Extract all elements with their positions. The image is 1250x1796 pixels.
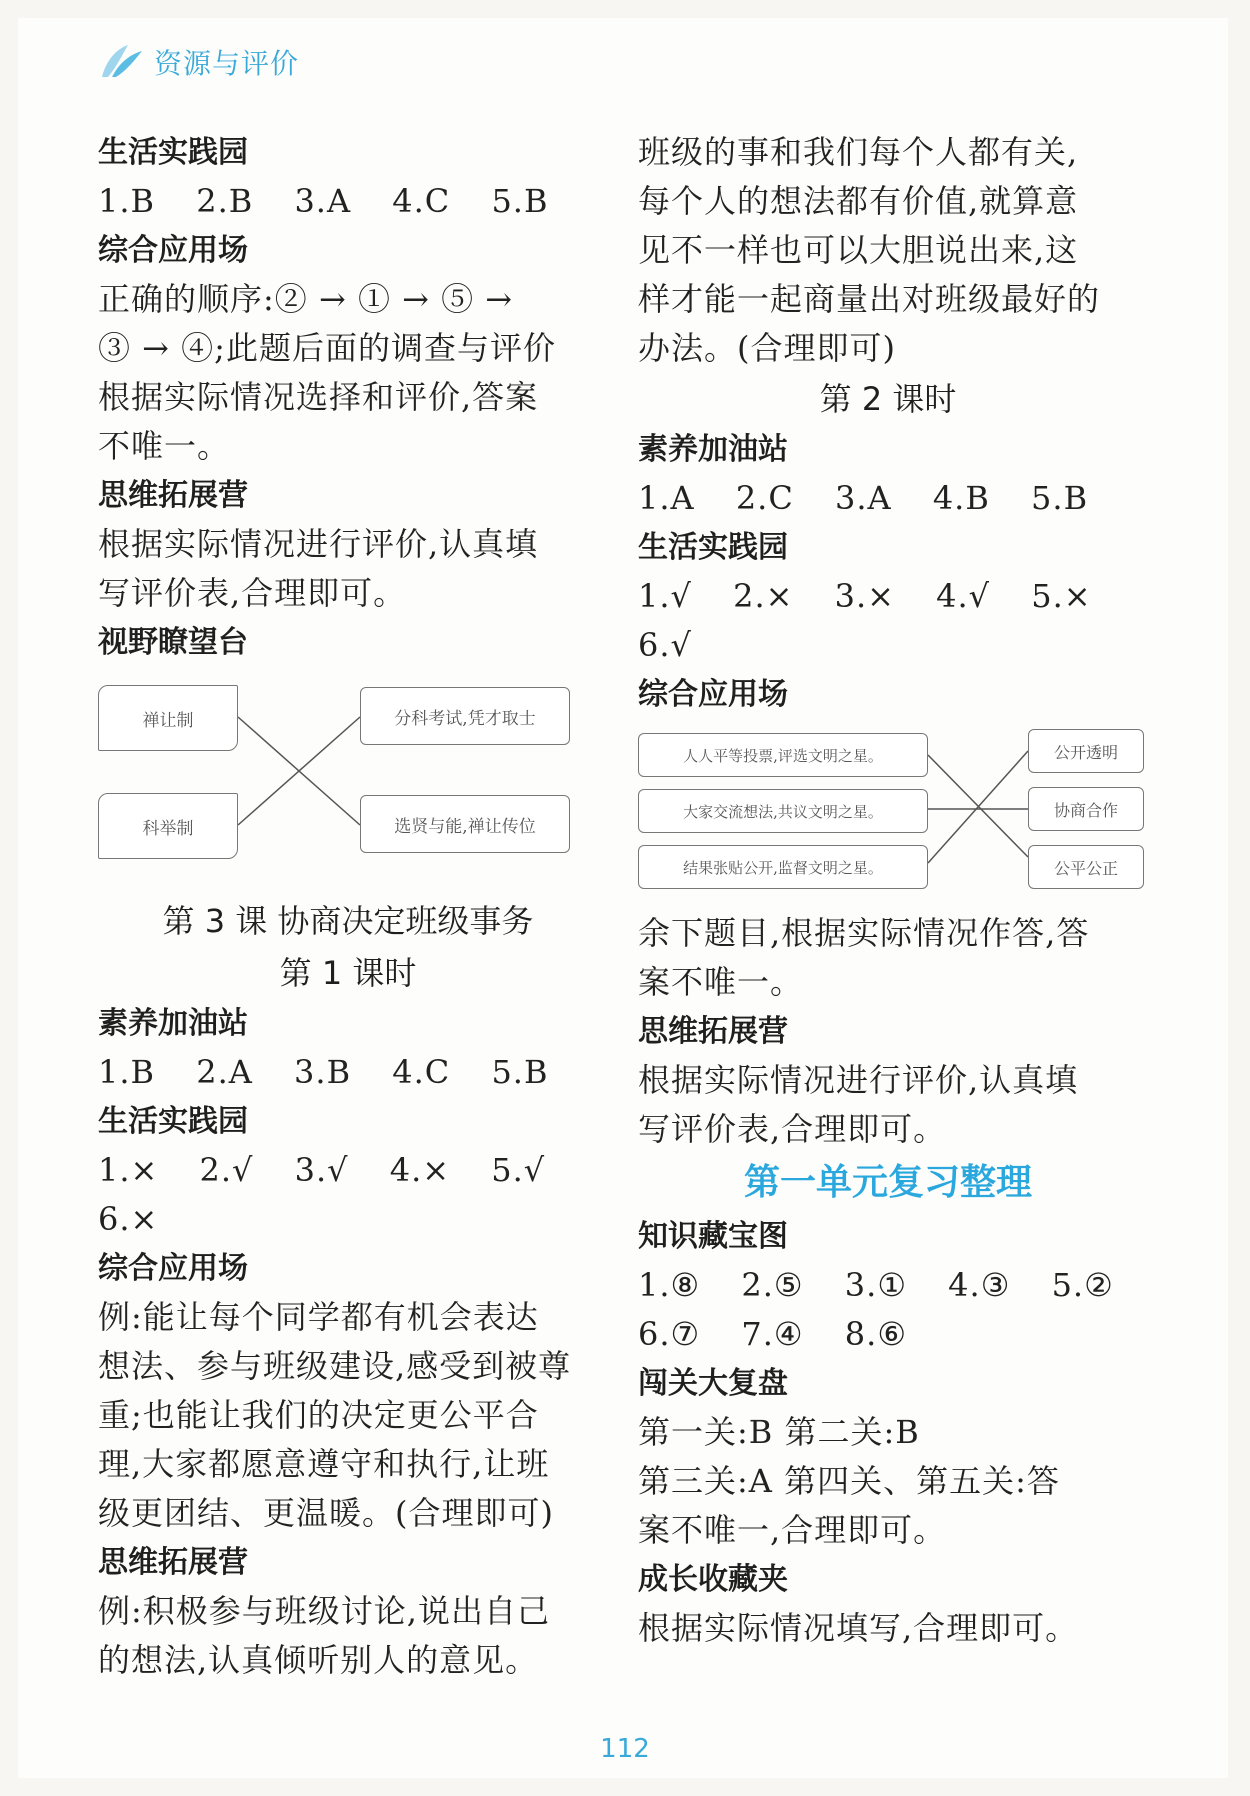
text-line: 班级的事和我们每个人都有关, bbox=[638, 133, 1079, 171]
page-header bbox=[98, 42, 299, 82]
answer: 6.⑦ bbox=[638, 1315, 701, 1353]
text-line: 第三关:A 第四关、第五关:答 bbox=[638, 1462, 1060, 1500]
lesson-title: 第 3 课 协商决定班级事务 bbox=[162, 902, 534, 940]
diagram-left-item: 人人平等投票,评选文明之星。 bbox=[638, 733, 928, 777]
text-line: 案不唯一,合理即可。 bbox=[638, 1511, 947, 1549]
section-heading: 生活实践园 bbox=[638, 530, 788, 565]
answer: 2.A bbox=[196, 1053, 253, 1091]
answer: 2.√ bbox=[199, 1151, 254, 1189]
text-line: 的想法,认真倾听别人的意见。 bbox=[98, 1641, 539, 1679]
answer: 1.B bbox=[98, 1053, 156, 1091]
section-heading: 闯关大复盘 bbox=[638, 1366, 788, 1401]
text-line: 根据实际情况填写,合理即可。 bbox=[638, 1609, 1079, 1647]
answer: 5.② bbox=[1051, 1266, 1114, 1304]
answer-row bbox=[638, 1261, 1138, 1310]
section-heading: 综合应用场 bbox=[98, 1251, 248, 1286]
section-heading: 成长收藏夹 bbox=[638, 1562, 788, 1597]
section-heading: 思维拓展营 bbox=[98, 1545, 248, 1580]
text-line: ③ → ④;此题后面的调查与评价 bbox=[98, 329, 556, 367]
section-heading: 思维拓展营 bbox=[638, 1014, 788, 1049]
text-line: 想法、参与班级建设,感受到被尊 bbox=[98, 1347, 572, 1385]
answer: 6.√ bbox=[638, 626, 692, 664]
section-heading: 视野瞭望台 bbox=[98, 625, 248, 660]
section-heading: 知识藏宝图 bbox=[638, 1219, 788, 1254]
answer: 2.B bbox=[196, 182, 254, 220]
section-heading: 生活实践园 bbox=[98, 1104, 248, 1139]
section-heading: 生活实践园 bbox=[98, 135, 248, 170]
text-line: 样才能一起商量出对班级最好的 bbox=[638, 280, 1101, 318]
answer: 3.B bbox=[294, 1053, 352, 1091]
section-heading: 素养加油站 bbox=[98, 1006, 248, 1041]
answer-row bbox=[98, 177, 598, 226]
period-title: 第 2 课时 bbox=[819, 380, 957, 418]
answer: 5.B bbox=[491, 182, 549, 220]
answer: 1.√ bbox=[638, 577, 692, 615]
answer: 2.⑤ bbox=[741, 1266, 804, 1304]
unit-title: 第一单元复习整理 bbox=[743, 1162, 1032, 1203]
answer: 5.B bbox=[491, 1053, 549, 1091]
diagram-right-item: 协商合作 bbox=[1028, 787, 1144, 831]
diagram-left-item: 科举制 bbox=[98, 793, 238, 859]
answer-row bbox=[98, 1146, 598, 1195]
text-line: 根据实际情况进行评价,认真填 bbox=[638, 1061, 1079, 1099]
answer-row bbox=[98, 1048, 598, 1097]
answer: 5.× bbox=[1031, 577, 1092, 615]
text-line: 例:能让每个同学都有机会表达 bbox=[98, 1298, 539, 1336]
answer-row bbox=[638, 474, 1138, 523]
answer: 1.B bbox=[98, 182, 156, 220]
text-line: 案不唯一。 bbox=[638, 963, 804, 1001]
answer: 4.C bbox=[392, 1053, 451, 1091]
answer: 3.① bbox=[844, 1266, 907, 1304]
leaf-logo-icon bbox=[98, 43, 146, 81]
answer: 6.× bbox=[98, 1200, 159, 1238]
answer: 8.⑥ bbox=[844, 1315, 907, 1353]
answer: 4.× bbox=[389, 1151, 451, 1189]
page-number: 112 bbox=[600, 1734, 650, 1764]
period-title: 第 1 课时 bbox=[279, 954, 417, 992]
answer-row bbox=[98, 1195, 598, 1244]
text-line: 理,大家都愿意遵守和执行,让班 bbox=[98, 1445, 550, 1483]
answer: 3.√ bbox=[294, 1151, 349, 1189]
answer-row bbox=[638, 621, 1138, 670]
text-line: 第一关:B 第二关:B bbox=[638, 1413, 920, 1451]
matching-diagram bbox=[638, 729, 1138, 899]
answer: 5.√ bbox=[491, 1151, 546, 1189]
text-line: 例:积极参与班级讨论,说出自己 bbox=[98, 1592, 550, 1630]
answer: 1.× bbox=[98, 1151, 159, 1189]
answer: 4.C bbox=[392, 182, 451, 220]
text-line: 写评价表,合理即可。 bbox=[98, 574, 407, 612]
text-line: 正确的顺序:② → ① → ⑤ → bbox=[98, 280, 514, 318]
answer-row bbox=[638, 572, 1138, 621]
diagram-left-item: 禅让制 bbox=[98, 685, 238, 751]
text-line: 办法。(合理即可) bbox=[638, 329, 896, 367]
section-heading: 综合应用场 bbox=[638, 677, 788, 712]
diagram-right-item: 分科考试,凭才取士 bbox=[360, 687, 570, 745]
answer: 7.④ bbox=[741, 1315, 804, 1353]
diagram-left-item: 大家交流想法,共议文明之星。 bbox=[638, 789, 928, 833]
answer: 2.C bbox=[735, 479, 794, 517]
answer: 1.⑧ bbox=[638, 1266, 701, 1304]
answer: 5.B bbox=[1031, 479, 1089, 517]
text-line: 余下题目,根据实际情况作答,答 bbox=[638, 914, 1090, 952]
answer: 3.× bbox=[834, 577, 895, 615]
left-column bbox=[98, 128, 598, 1685]
answer: 2.× bbox=[733, 577, 794, 615]
diagram-right-item: 公开透明 bbox=[1028, 729, 1144, 773]
section-heading: 综合应用场 bbox=[98, 233, 248, 268]
right-column bbox=[638, 128, 1138, 1653]
matching-diagram bbox=[98, 675, 598, 885]
text-line: 每个人的想法都有价值,就算意 bbox=[638, 182, 1079, 220]
answer: 1.A bbox=[638, 479, 695, 517]
text-line: 重;也能让我们的决定更公平合 bbox=[98, 1396, 539, 1434]
section-heading: 思维拓展营 bbox=[98, 478, 248, 513]
header-title: 资源与评价 bbox=[154, 47, 300, 80]
diagram-right-item: 公平公正 bbox=[1028, 845, 1144, 889]
text-line: 根据实际情况选择和评价,答案 bbox=[98, 378, 539, 416]
answer: 4.√ bbox=[936, 577, 991, 615]
answer: 4.B bbox=[932, 479, 990, 517]
text-line: 写评价表,合理即可。 bbox=[638, 1110, 947, 1148]
diagram-left-item: 结果张贴公开,监督文明之星。 bbox=[638, 845, 928, 889]
diagram-right-item: 选贤与能,禅让传位 bbox=[360, 795, 570, 853]
text-line: 不唯一。 bbox=[98, 427, 231, 465]
answer: 4.③ bbox=[948, 1266, 1011, 1304]
text-line: 见不一样也可以大胆说出来,这 bbox=[638, 231, 1079, 269]
text-line: 级更团结、更温暖。(合理即可) bbox=[98, 1494, 554, 1532]
text-line: 根据实际情况进行评价,认真填 bbox=[98, 525, 539, 563]
answer-row bbox=[638, 1310, 1138, 1359]
section-heading: 素养加油站 bbox=[638, 432, 788, 467]
answer: 3.A bbox=[294, 182, 352, 220]
answer: 3.A bbox=[835, 479, 892, 517]
